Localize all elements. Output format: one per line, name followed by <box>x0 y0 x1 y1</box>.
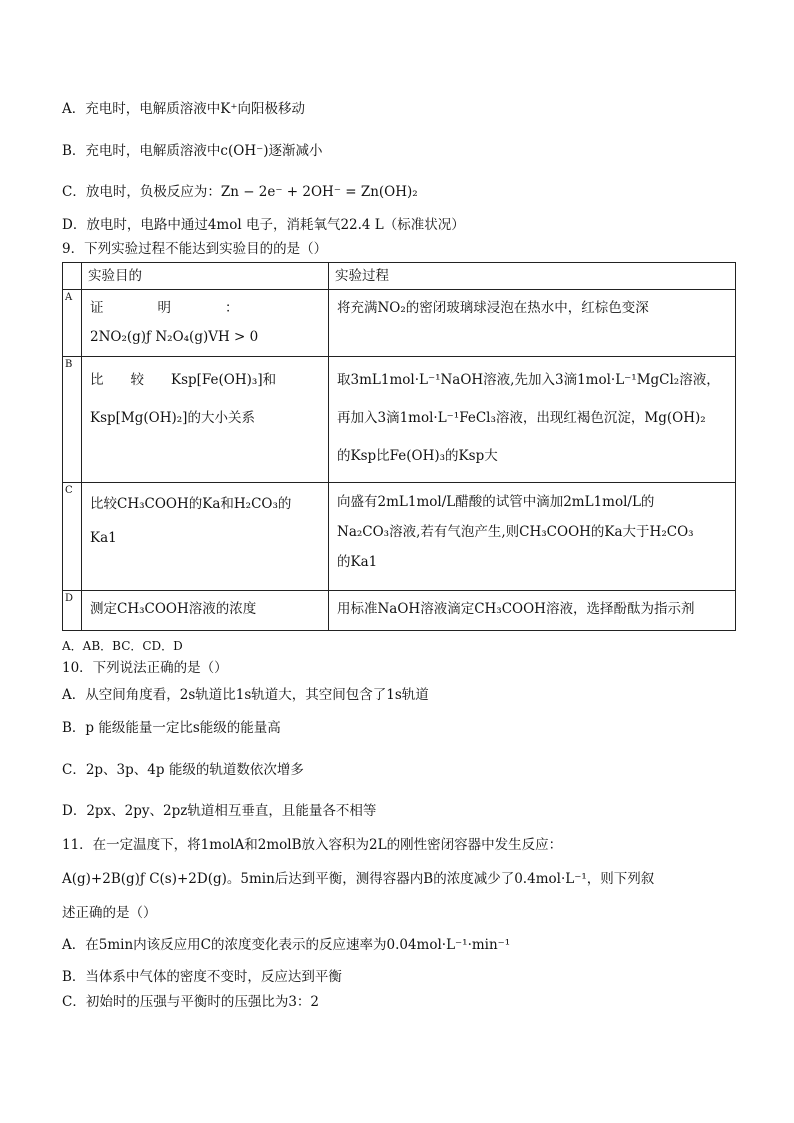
table-row <box>63 591 736 631</box>
process-line: 的Ksp比Fe(OH)₃的Ksp大 <box>337 448 498 464</box>
row-label: C <box>63 483 82 591</box>
process-line: Na₂CO₃溶液,若有气泡产生,则CH₃COOH的Ka大于H₂CO₃ <box>337 524 694 540</box>
q11-option-c: C．初始时的压强与平衡时的压强比为3：2 <box>62 994 320 1010</box>
purpose-line: Ksp[Mg(OH)₂]的大小关系 <box>90 410 255 426</box>
q10-option-b: B．p 能级能量一定比s能级的能量高 <box>62 720 281 736</box>
row-label: A <box>63 290 82 357</box>
table-header-row <box>63 263 736 290</box>
table-row <box>63 483 736 591</box>
q8-option-c: C．放电时，负极反应为：Zn − 2e⁻ + 2OH⁻ = Zn(OH)₂ <box>62 184 418 200</box>
q10-stem: 10．下列说法正确的是（） <box>62 660 228 676</box>
q8-option-d: D．放电时，电路中通过4mol 电子，消耗氧气22.4 L（标准状况） <box>62 217 465 233</box>
header-purpose: 实验目的 <box>88 268 142 284</box>
process-line: 用标准NaOH溶液滴定CH₃COOH溶液，选择酚酞为指示剂 <box>337 601 695 617</box>
q8-option-b: B．充电时，电解质溶液中c(OH⁻)逐渐减小 <box>62 143 323 159</box>
table-row <box>63 357 736 483</box>
purpose-line: 比 较 Ksp[Fe(OH)₃]和 <box>90 372 277 388</box>
process-line: 取3mL1mol·L⁻¹NaOH溶液,先加入3滴1mol·L⁻¹MgCl₂溶液， <box>337 372 720 388</box>
q9-options: A．AB．BC．CD．D <box>62 639 183 653</box>
table-row <box>63 290 736 357</box>
process-line: 再加入3滴1mol·L⁻¹FeCl₃溶液，出现红褐色沉淀，Mg(OH)₂ <box>337 410 706 426</box>
process-line: 向盛有2mL1mol/L醋酸的试管中滴加2mL1mol/L的 <box>337 494 655 510</box>
q10-option-a: A．从空间角度看，2s轨道比1s轨道大，其空间包含了1s轨道 <box>62 687 429 703</box>
row-label: B <box>63 357 82 483</box>
q10-option-c: C．2p、3p、4p 能级的轨道数依次增多 <box>62 762 304 778</box>
purpose-line: 测定CH₃COOH溶液的浓度 <box>90 601 257 617</box>
q10-option-d: D．2px、2py、2pz轨道相互垂直，且能量各不相等 <box>62 803 377 819</box>
q9-stem: 9．下列实验过程不能达到实验目的的是（） <box>62 241 328 257</box>
q11-stem-line3: 述正确的是（） <box>62 905 157 921</box>
purpose-line: 比较CH₃COOH的Ka和H₂CO₃的 <box>90 496 292 512</box>
header-process: 实验过程 <box>335 268 389 284</box>
q11-stem-line1: 11．在一定温度下，将1molA和2molB放入容积为2L的刚性密闭容器中发生反应： <box>62 837 563 853</box>
purpose-line: 2NO₂(g)ƒ N₂O₄(g)VH > 0 <box>90 329 259 345</box>
process-line: 的Ka1 <box>337 554 378 570</box>
q11-stem-line2: A(g)+2B(g)ƒ C(s)+2D(g)。5min后达到平衡，测得容器内B的浓度减少了0.4mol·L⁻¹，则下列叙 <box>62 871 655 887</box>
q11-option-a: A．在5min内该反应用C的浓度变化表示的反应速率为0.04mol·L⁻¹·min⁻¹ <box>62 937 511 953</box>
q8-option-a: A．充电时，电解质溶液中K⁺向阳极移动 <box>62 101 305 117</box>
experiment-table <box>62 262 736 631</box>
row-label: D <box>63 591 82 631</box>
process-line: 将充满NO₂的密闭玻璃球浸泡在热水中，红棕色变深 <box>337 300 649 316</box>
purpose-line: Ka1 <box>90 530 117 546</box>
q11-option-b: B．当体系中气体的密度不变时，反应达到平衡 <box>62 969 342 985</box>
purpose-line: 证 明 ： <box>90 300 239 316</box>
